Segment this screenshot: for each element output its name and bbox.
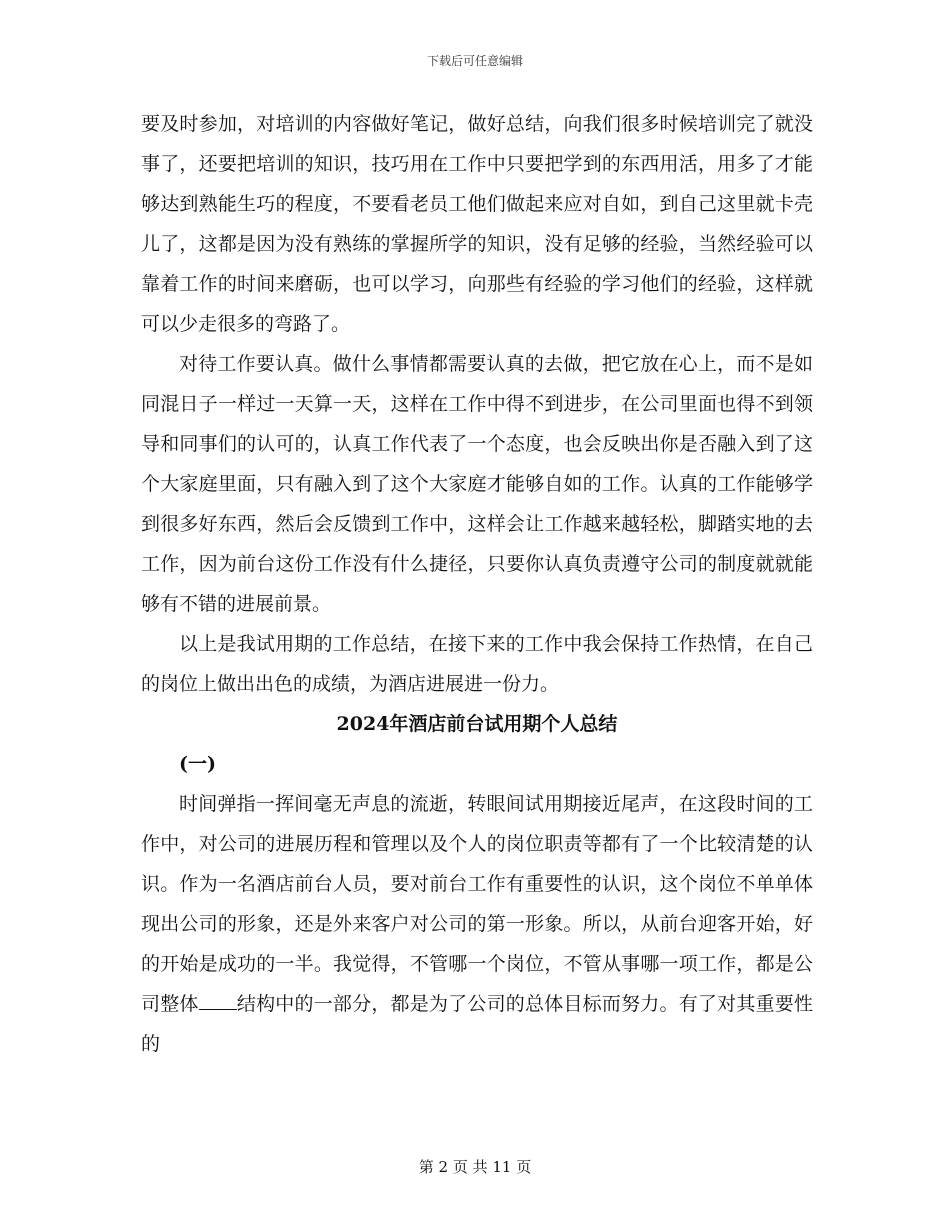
- paragraph-intro-text: 时间弹指一挥间毫无声息的流逝，转眼间试用期接近尾声，在这段时间的工作中，对公司的进展历程和管理以及个人的岗位职责等都有了一个比较清楚的认识。作为一名酒店前台人员，要对前台工作有重要性的认识，这个岗位不单单体现出公司的形象，还是外来客户对公司的第一形象。所以，从前台迎客开始，好的开始是成功的一半。我觉得，不管哪一个岗位，不管从事哪一项工作，都是公司整体: [141, 793, 813, 1015]
- page-header: 下载后可任意编辑: [426, 54, 523, 68]
- paragraph-intro-text-cont: 结构中的一部分，都是为了公司的总体目标而努力。有了对其重要性的: [141, 993, 813, 1055]
- page-footer: 第 2 页 共 11 页: [418, 1158, 532, 1176]
- paragraph-conclusion: 以上是我试用期的工作总结，在接下来的工作中我会保持工作热情，在自己的岗位上做出出色的成绩，为酒店进展进一份力。: [141, 633, 813, 695]
- fill-blank: [199, 989, 237, 1010]
- section-title: 2024年酒店前台试用期个人总结: [336, 713, 618, 735]
- paragraph-intro: [141, 784, 813, 1064]
- section-subtitle: (一): [179, 753, 216, 775]
- paragraph-continued: 要及时参加，对培训的内容做好笔记，做好总结，向我们很多时候培训完了就没事了，还要把培训的知识，技巧用在工作中只要把学到的东西用活，用多了才能够达到熟能生巧的程度，不要看老员工他们做起来应对自如，到自己这里就卡壳儿了，这都是因为没有熟练的掌握所学的知识，没有足够的经验，当然经验可以靠着工作的时间来磨砺，也可以学习，向那些有经验的学习他们的经验，这样就可以少走很多的弯路了。: [141, 113, 813, 335]
- paragraph-work-attitude: 对待工作要认真。做什么事情都需要认真的去做，把它放在心上，而不是如同混日子一样过一天算一天，这样在工作中得不到进步，在公司里面也得不到领导和同事们的认可的，认真工作代表了一个态度，也会反映出你是否融入到了这个大家庭里面，只有融入到了这个大家庭才能够自如的工作。认真的工作能够学到很多好东西，然后会反馈到工作中，这样会让工作越来越轻松，脚踏实地的去工作，因为前台这份工作没有什么捷径，只要你认真负责遵守公司的制度就就能够有不错的进展前景。: [141, 353, 813, 615]
- document-body: [141, 104, 813, 1064]
